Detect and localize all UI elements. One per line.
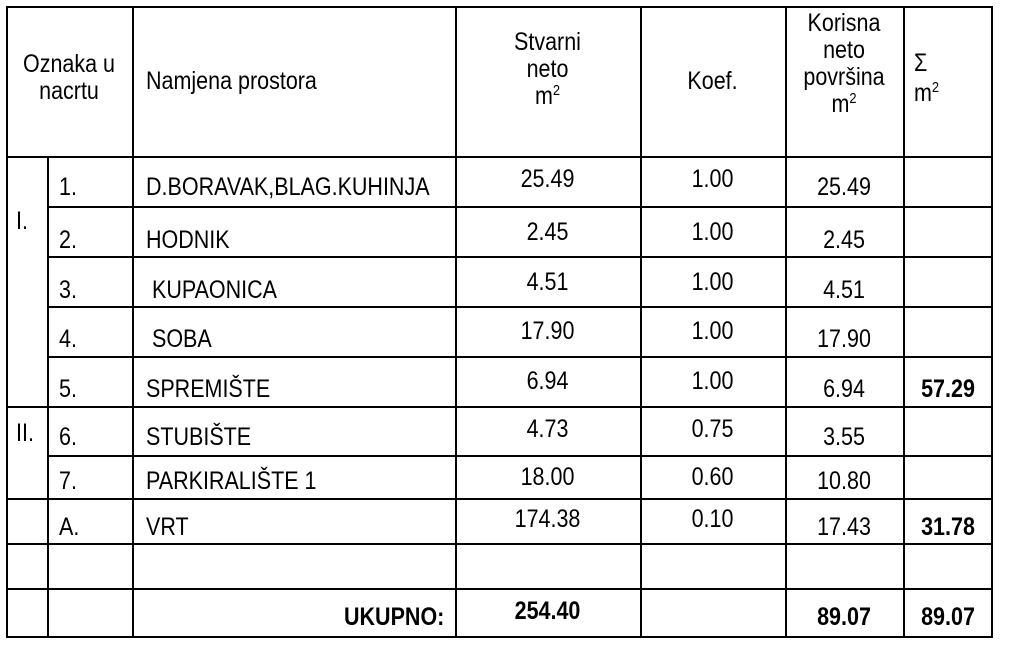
cell-koef: 1.00: [691, 218, 734, 246]
row-rule: [6, 406, 993, 408]
header-stvarni-line2: neto: [526, 55, 569, 83]
cell-oznaka: 7.: [59, 467, 77, 495]
cell-koef: 0.10: [691, 505, 734, 533]
cell-stvarni: 25.49: [520, 165, 575, 193]
cell-namjena: HODNIK: [146, 226, 230, 254]
sum-symbol: Σ: [914, 49, 928, 77]
column-rule: [47, 156, 49, 638]
table-border-left: [6, 6, 8, 638]
header-oznaka-line2: nacrtu: [39, 77, 99, 105]
cell-korisna: 3.55: [823, 423, 865, 451]
cell-suma: 31.78: [921, 513, 975, 541]
cell-stvarni: 2.45: [526, 218, 569, 246]
cell-korisna: 10.80: [817, 467, 871, 495]
cell-suma: 57.29: [921, 375, 975, 403]
cell-koef: 1.00: [691, 268, 734, 296]
cell-namjena: SPREMIŠTE: [146, 375, 271, 403]
header-korisna-unit: $m^2$: [831, 90, 857, 118]
total-korisna: 89.07: [817, 603, 871, 631]
cell-namjena: SOBA: [146, 325, 212, 353]
table-border-bottom: [6, 636, 993, 638]
cell-koef: 1.00: [691, 317, 734, 345]
cell-oznaka: 3.: [59, 276, 77, 304]
total-stvarni: 254.40: [514, 597, 581, 625]
header-sum: [914, 48, 939, 108]
cell-korisna: 17.90: [817, 325, 871, 353]
header-oznaka-line1: Oznaka u: [22, 50, 116, 78]
total-suma: 89.07: [921, 603, 975, 631]
header-koef: Koef.: [687, 67, 738, 95]
cell-korisna: 17.43: [817, 513, 871, 541]
cell-stvarni: 18.00: [520, 463, 575, 491]
cell-koef: 1.00: [691, 367, 734, 395]
column-rule: [640, 6, 642, 638]
cell-koef: 0.75: [691, 415, 734, 443]
cell-korisna: 4.51: [823, 276, 865, 304]
header-stvarni: [468, 29, 627, 110]
cell-stvarni: 174.38: [514, 505, 581, 533]
cell-oznaka: 2.: [59, 226, 77, 254]
cell-koef: 0.60: [691, 463, 734, 491]
cell-koef: 1.00: [691, 165, 734, 193]
column-rule: [903, 6, 905, 638]
group-label-2: II.: [16, 419, 34, 447]
header-sum-unit: $m^2$: [914, 79, 940, 107]
row-rule: [6, 543, 993, 545]
header-bottom-rule: [6, 156, 993, 158]
cell-stvarni: 4.73: [526, 415, 569, 443]
table-border-right: [991, 6, 993, 638]
row-rule: [47, 455, 993, 457]
header-korisna: [793, 10, 894, 118]
header-namjena: Namjena prostora: [146, 67, 317, 95]
cell-oznaka: 5.: [59, 375, 77, 403]
cell-stvarni: 17.90: [520, 317, 575, 345]
cell-oznaka: 4.: [59, 325, 77, 353]
header-stvarni-line1: Stvarni: [514, 28, 581, 56]
cell-namjena: D.BORAVAK,BLAG.KUHINJA: [146, 173, 430, 201]
cell-namjena: VRT: [146, 513, 189, 541]
total-label: UKUPNO:: [344, 603, 445, 631]
cell-korisna: 2.45: [823, 226, 865, 254]
column-rule: [132, 6, 134, 638]
row-rule: [6, 588, 993, 590]
cell-stvarni: 6.94: [526, 367, 569, 395]
cell-namjena: KUPAONICA: [146, 276, 278, 304]
row-rule: [47, 256, 993, 258]
header-korisna-line2: neto: [823, 36, 865, 64]
header-korisna-line1: Korisna: [807, 9, 881, 37]
column-rule: [785, 6, 787, 638]
header-korisna-line3: površina: [803, 63, 885, 91]
header-oznaka: [15, 51, 123, 105]
cell-namjena: PARKIRALIŠTE 1: [146, 467, 317, 495]
row-rule: [47, 206, 993, 208]
cell-oznaka: 6.: [59, 423, 77, 451]
cell-korisna: 25.49: [817, 173, 871, 201]
header-stvarni-unit: $m^2$: [534, 82, 561, 110]
row-rule: [47, 356, 993, 358]
cell-korisna: 6.94: [823, 375, 865, 403]
column-rule: [455, 6, 457, 638]
table-border-top: [6, 6, 993, 8]
cell-namjena: STUBIŠTE: [146, 423, 252, 451]
cell-stvarni: 4.51: [526, 268, 569, 296]
row-rule: [6, 498, 993, 500]
row-rule: [47, 306, 993, 308]
cell-oznaka: 1.: [59, 173, 77, 201]
group-label-1: I.: [16, 207, 28, 235]
cell-oznaka: A.: [59, 513, 80, 541]
